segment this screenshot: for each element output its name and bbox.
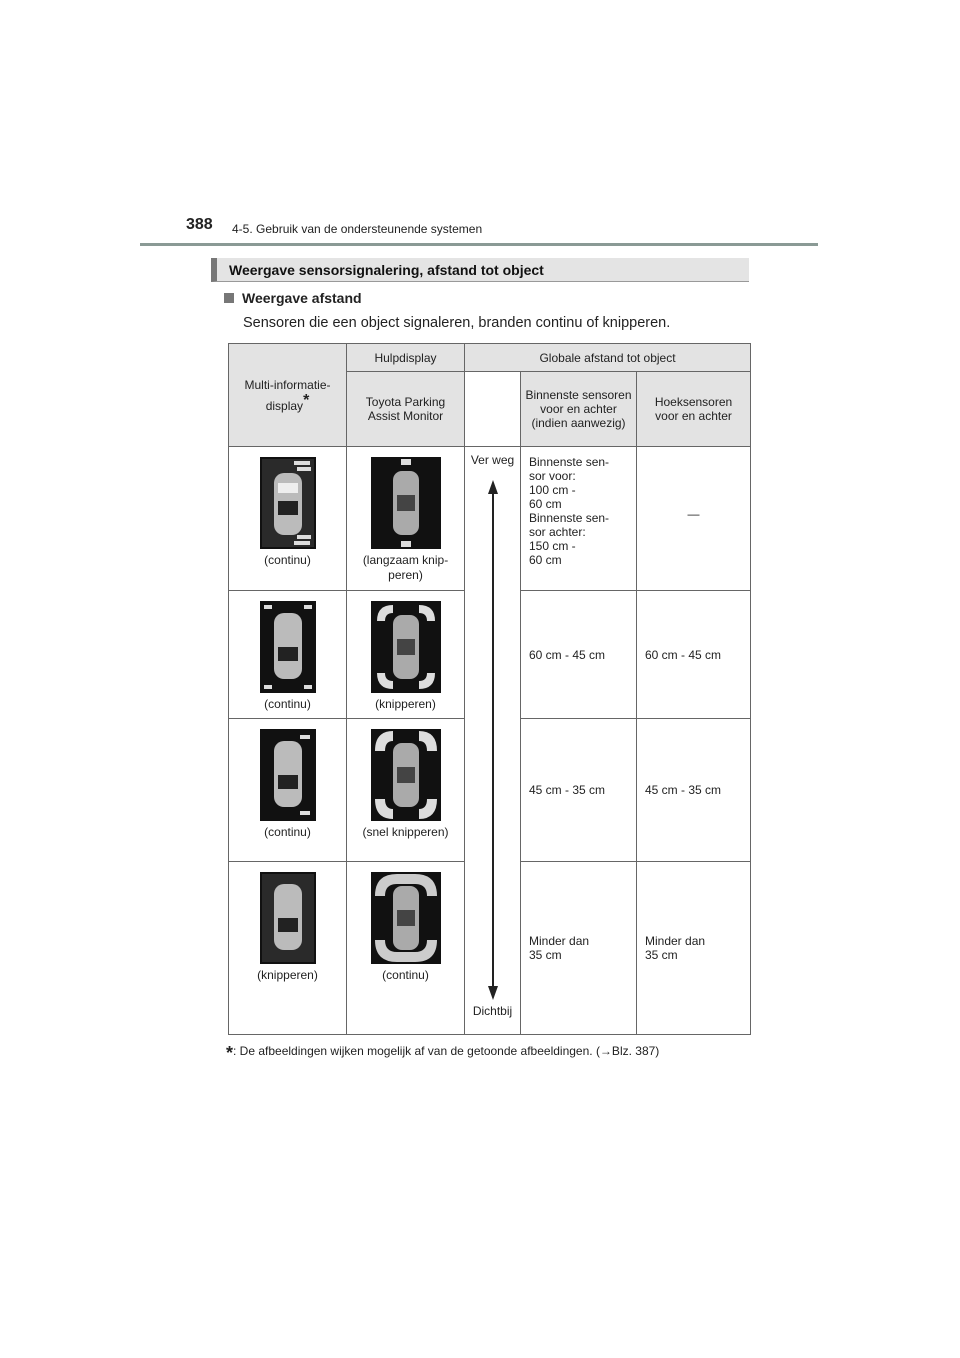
header-inner-sensors: Binnenste sensoren voor en achter (indien aanwezig)	[521, 372, 637, 447]
toyota-display-cell	[347, 862, 465, 1035]
footnote-star: *	[226, 1043, 234, 1063]
car-monitor-icon	[371, 601, 441, 693]
section-title-bar	[211, 258, 749, 282]
corner-distance-cell: 60 cm - 45 cm	[637, 591, 751, 719]
toyota-caption: (knipperen)	[375, 697, 436, 711]
mid-caption: (continu)	[264, 697, 311, 711]
mid-caption: (continu)	[264, 825, 311, 839]
page-number: 388	[186, 216, 213, 233]
corner-distance-cell: 45 cm - 35 cm	[637, 719, 751, 862]
mid-display-cell	[229, 719, 347, 862]
car-top-view-icon	[260, 457, 316, 549]
square-bullet-icon	[224, 293, 234, 303]
inner-distance-cell: Minder dan 35 cm	[521, 862, 637, 1035]
car-top-view-icon	[260, 872, 316, 964]
toyota-display-cell	[347, 447, 465, 591]
toyota-display-cell	[347, 591, 465, 719]
car-monitor-icon	[371, 729, 441, 821]
inner-distance-cell: 45 cm - 35 cm	[521, 719, 637, 862]
footnote-mark: *	[303, 391, 310, 409]
toyota-caption: (continu)	[382, 968, 429, 982]
footnote	[226, 1043, 659, 1064]
mid-display-cell	[229, 591, 347, 719]
mid-caption: (continu)	[264, 553, 311, 567]
mid-display-cell	[229, 862, 347, 1035]
corner-distance-cell: —	[637, 447, 751, 591]
car-top-view-icon	[260, 601, 316, 693]
intro-text: Sensoren die een object signaleren, branden continu of knipperen.	[243, 315, 671, 331]
header-hulpdisplay: Hulpdisplay	[347, 344, 465, 372]
toyota-caption: (snel knipperen)	[362, 825, 449, 839]
header-axis-blank	[465, 372, 521, 447]
header-global-distance: Globale afstand tot object	[465, 344, 751, 372]
toyota-display-cell	[347, 719, 465, 862]
inner-distance-cell: 60 cm - 45 cm	[521, 591, 637, 719]
section-title: Weergave sensorsignalering, afstand tot object	[229, 262, 544, 278]
car-top-view-icon	[260, 729, 316, 821]
sensor-distance-table	[228, 343, 751, 1035]
header-multi-info: Multi-informatie-display*	[229, 344, 347, 447]
subsection-heading	[224, 290, 362, 306]
subsection-title: Weergave afstand	[242, 290, 362, 306]
distance-arrow-icon	[483, 480, 503, 1000]
footnote-text: : De afbeeldingen wijken mogelijk af van de getoonde afbeeldingen. (→Blz. 387)	[233, 1044, 660, 1058]
far-label: Ver weg	[470, 453, 515, 467]
car-monitor-icon	[371, 457, 441, 549]
toyota-caption: (langzaam knip-peren)	[362, 553, 449, 582]
inner-distance-cell: Binnenste sen- sor voor: 100 cm - 60 cm Binnenste sen- sor achter: 150 cm - 60 cm	[521, 447, 637, 591]
header-corner-sensors: Hoeksensoren voor en achter	[637, 372, 751, 447]
corner-distance-cell: Minder dan 35 cm	[637, 862, 751, 1035]
car-monitor-icon	[371, 872, 441, 964]
header-toyota-monitor: Toyota Parking Assist Monitor	[347, 372, 465, 447]
header-divider	[140, 243, 818, 246]
mid-caption: (knipperen)	[257, 968, 318, 982]
near-label: Dichtbij	[472, 1004, 513, 1018]
chapter-title: 4-5. Gebruik van de ondersteunende systemen	[232, 222, 483, 236]
mid-display-cell	[229, 447, 347, 591]
distance-axis-cell	[465, 447, 521, 1035]
